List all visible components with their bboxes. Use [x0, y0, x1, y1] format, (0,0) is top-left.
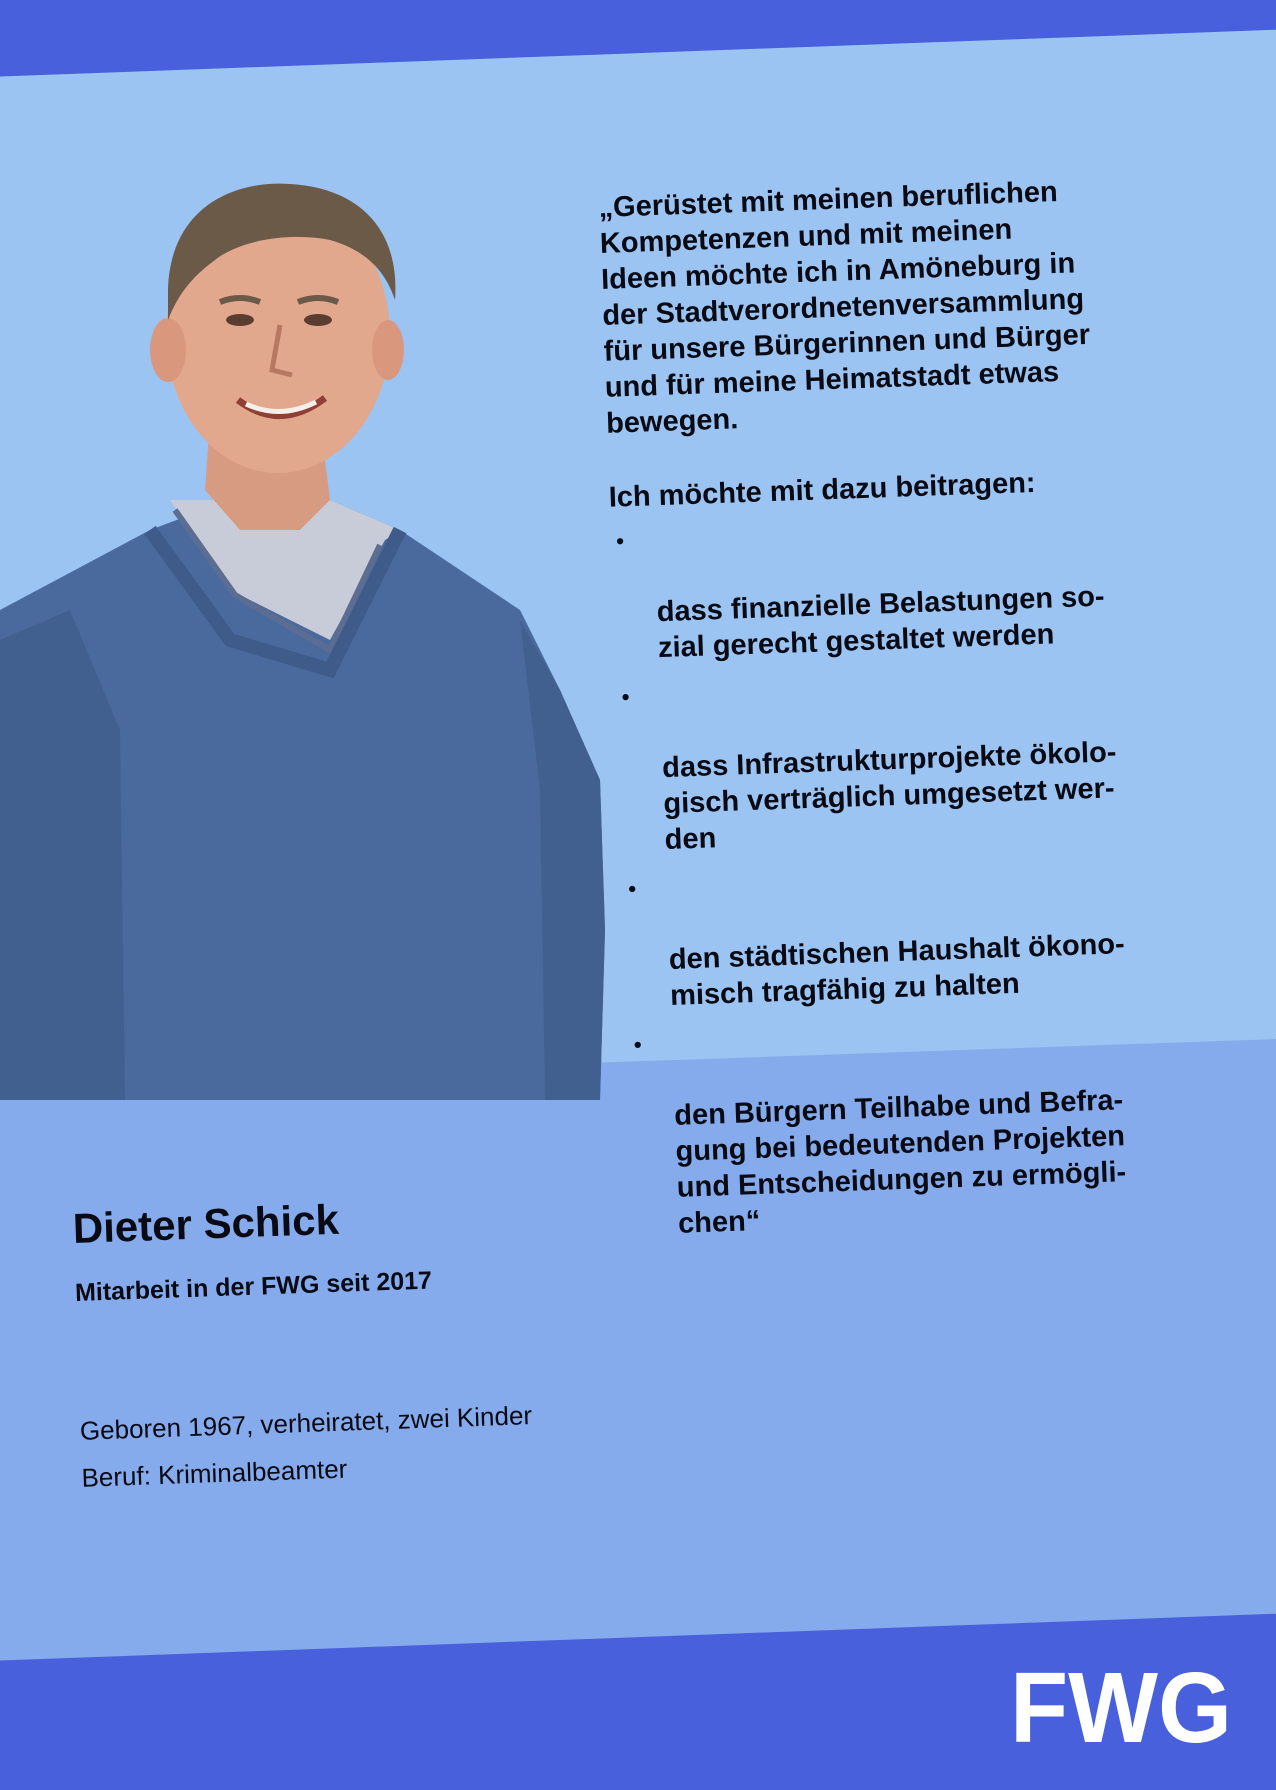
bullet-icon: • — [615, 528, 625, 554]
ear-left — [150, 318, 186, 382]
bullet-icon: • — [621, 684, 630, 710]
bio-line: Beruf: Kriminalbeamter — [81, 1453, 348, 1493]
candidate-portrait — [0, 170, 610, 1100]
list-item-text: dass finanzielle Belastungen so- zial gerecht gestaltet werden — [656, 580, 1106, 665]
list-item — [615, 659, 1221, 860]
logo-text: FWG — [1010, 1660, 1232, 1752]
ear-right — [372, 320, 404, 380]
quote-block — [598, 169, 1235, 1255]
bullet-icon: • — [627, 876, 637, 902]
bio-line: Geboren 1967, verheiratet, zwei Kinder — [79, 1400, 533, 1446]
eye-left — [226, 314, 254, 326]
profile-block — [72, 1181, 782, 1510]
list-item — [622, 851, 1227, 1016]
list-item-text: den städtischen Haushalt ökono- misch tragfähig zu halten — [668, 928, 1126, 1012]
candidate-name: Dieter Schick — [72, 1195, 340, 1252]
goals-list — [610, 503, 1235, 1244]
member-since: Mitarbeit in der FWG seit 2017 — [74, 1266, 433, 1307]
list-intro: Ich möchte mit dazu beitragen: — [608, 466, 1037, 514]
candidate-quote: „Gerüstet mit meinen beruflichen Kompetenzen und mit meinen Ideen möchte ich in Amöneburg in der Stadtverordnetenversammlung für unsere Bürgerinnen und Bürger und für meine Heimatstadt etwas bewegen. — [598, 175, 1091, 440]
fwg-logo — [1010, 1660, 1232, 1752]
eye-right — [304, 314, 332, 326]
list-item — [610, 503, 1215, 668]
list-item-text: den Bürgern Teilhabe und Befra- gung bei bedeutenden Projekten und Entscheidungen zu ermögli- chen“ — [673, 1084, 1127, 1240]
list-item-text: dass Infrastrukturprojekte ökolo- gisch verträglich umgesetzt wer- den — [661, 736, 1117, 857]
bullet-icon: • — [633, 1032, 642, 1058]
